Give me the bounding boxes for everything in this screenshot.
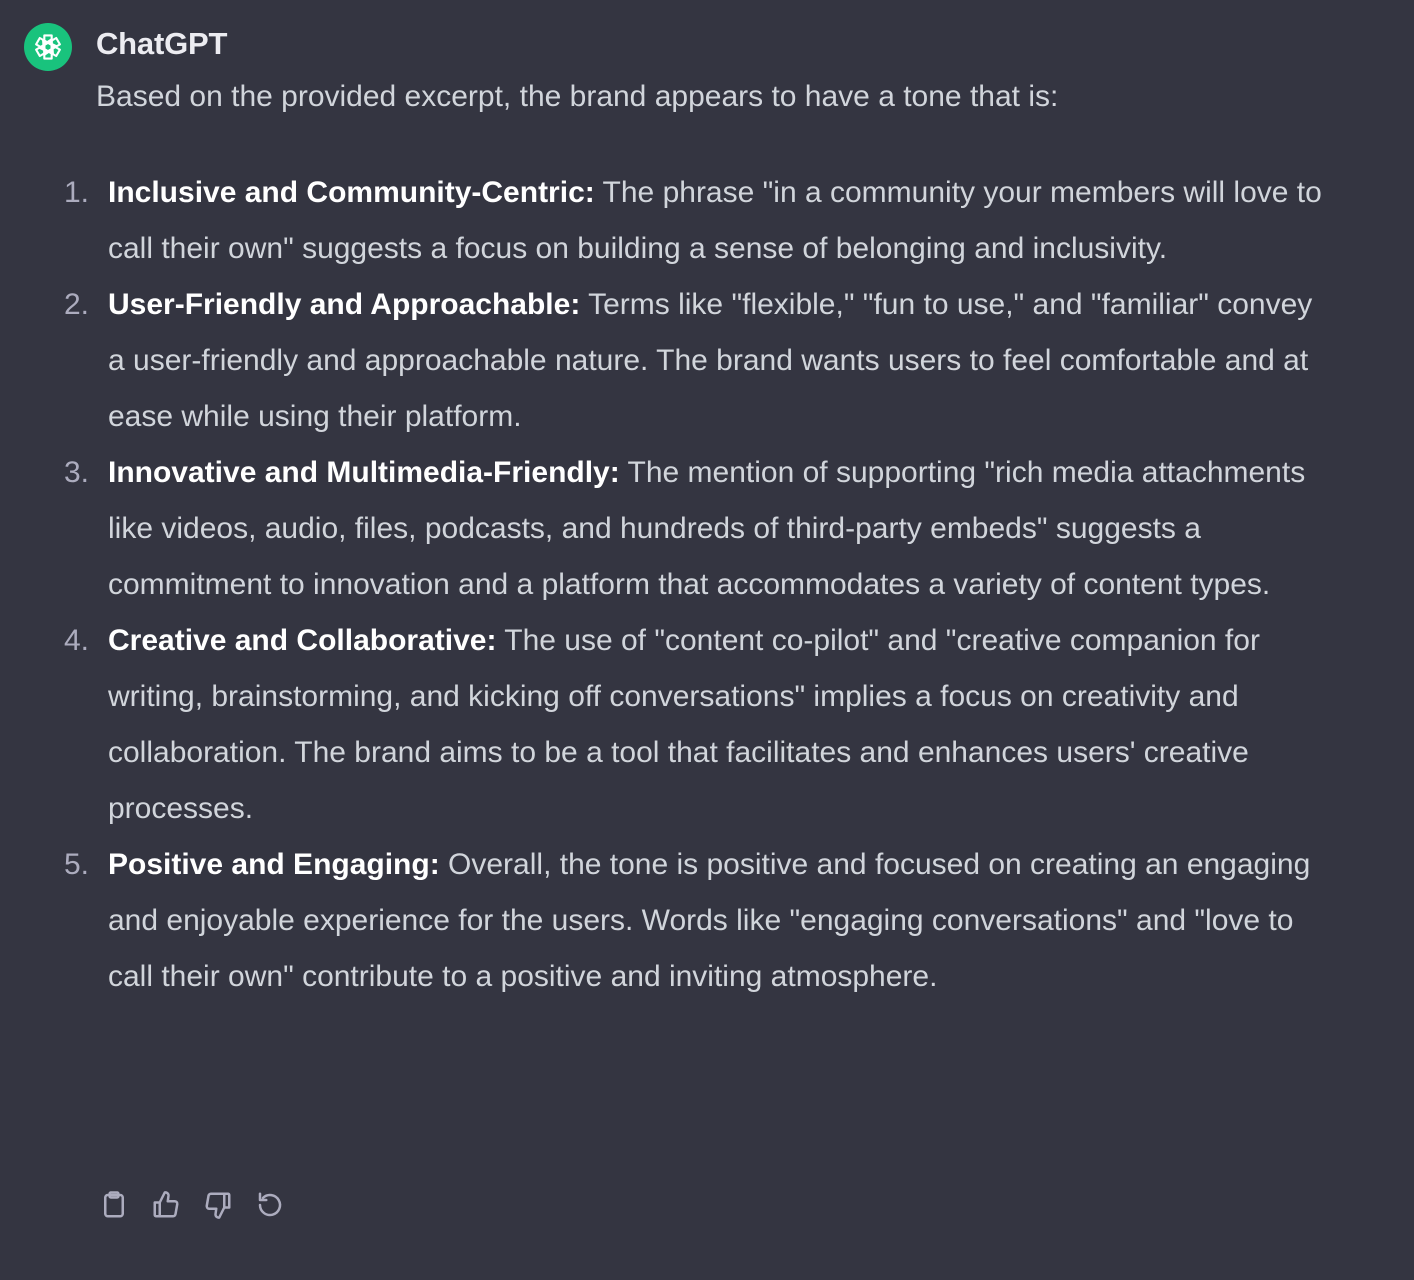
list-item-title: Innovative and Multimedia-Friendly: bbox=[108, 456, 620, 489]
list-item bbox=[0, 165, 1326, 277]
list-item bbox=[0, 613, 1326, 837]
clipboard-icon bbox=[99, 1190, 129, 1220]
list-item-title: Inclusive and Community-Centric: bbox=[108, 176, 595, 209]
list-item-number: 2. bbox=[64, 288, 90, 321]
tone-list bbox=[0, 165, 1414, 1005]
author-name: ChatGPT bbox=[96, 26, 228, 61]
list-item-number: 1. bbox=[64, 176, 90, 209]
regenerate-button[interactable] bbox=[252, 1184, 288, 1226]
list-item bbox=[0, 445, 1326, 613]
thumbs-up-icon bbox=[151, 1190, 181, 1220]
list-item-title: User-Friendly and Approachable: bbox=[108, 288, 581, 321]
thumbs-down-icon bbox=[203, 1190, 233, 1220]
list-item bbox=[0, 837, 1326, 1005]
list-item-number: 5. bbox=[64, 848, 90, 881]
list-item-title: Positive and Engaging: bbox=[108, 848, 440, 881]
list-item-number: 3. bbox=[64, 456, 90, 489]
intro-text: Based on the provided excerpt, the brand appears to have a tone that is: bbox=[96, 80, 1059, 113]
list-item-number: 4. bbox=[64, 624, 90, 657]
copy-button[interactable] bbox=[96, 1184, 132, 1226]
thumbs-down-button[interactable] bbox=[200, 1184, 236, 1226]
list-item-text: Overall, the tone is positive and focused on creating an engaging and enjoyable experience for the users. Words like "engaging conversations" and "love to call their own" contribute to a positive and inviting atmosphere. bbox=[108, 848, 1311, 993]
list-item-text: Terms like "flexible," "fun to use," and "familiar" convey a user-friendly and approachable nature. The brand wants users to feel comfortable and at ease while using their platform. bbox=[108, 288, 1313, 433]
list-item-text: The use of "content co-pilot" and "creative companion for writing, brainstorming, and kicking off conversations" implies a focus on creativity and collaboration. The brand aims to be a tool that facilitates and enhances users' creative processes. bbox=[108, 624, 1260, 825]
list-item bbox=[0, 277, 1326, 445]
list-item-title: Creative and Collaborative: bbox=[108, 624, 497, 657]
list-item-text: The mention of supporting "rich media attachments like videos, audio, files, podcasts, and hundreds of third-party embeds" suggests a commitment to innovation and a platform that accommodates a variety of content types. bbox=[108, 456, 1306, 601]
chatgpt-avatar bbox=[24, 23, 72, 71]
openai-logo-icon bbox=[31, 30, 65, 64]
thumbs-up-button[interactable] bbox=[148, 1184, 184, 1226]
regenerate-icon bbox=[255, 1190, 285, 1220]
list-item-text: The phrase "in a community your members will love to call their own" suggests a focus on building a sense of belonging and inclusivity. bbox=[108, 176, 1322, 265]
message-actions bbox=[96, 1184, 288, 1226]
